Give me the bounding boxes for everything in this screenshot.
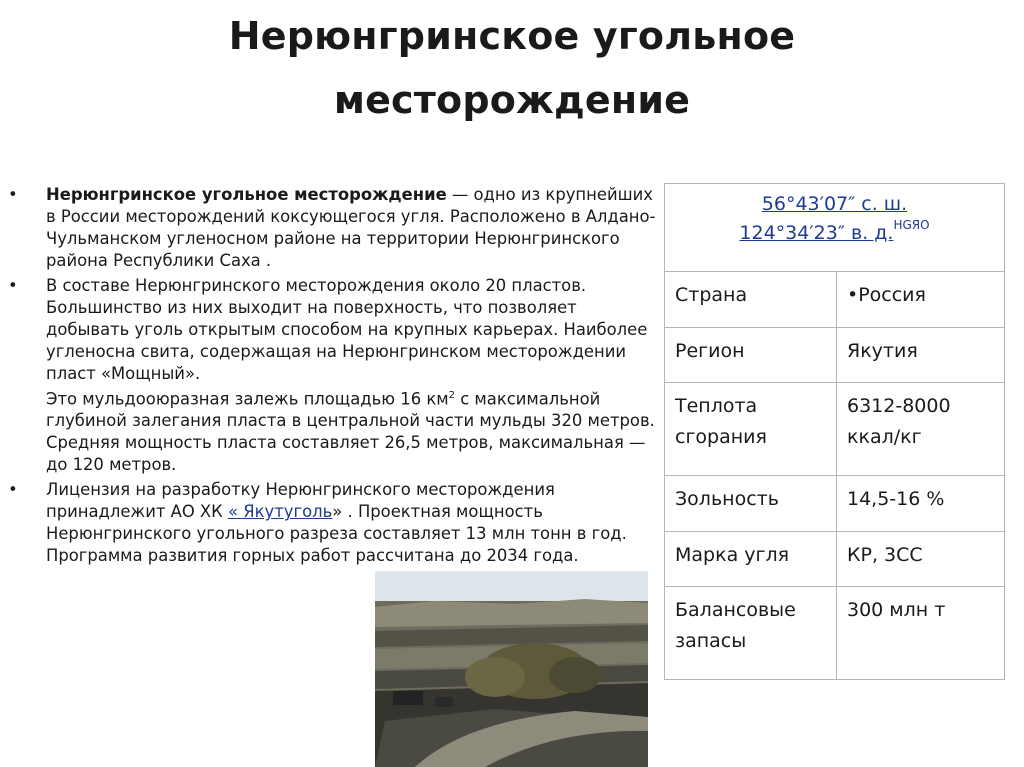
bullet-2-text-a: В составе Нерюнгринского месторождения около 20 пластов. Большинство из них выходит на поверхность, что позволяет добывать уголь открытым способом на крупных карьерах. Наиболее угленосна свита, содержащая на Нерюнгринском месторождении пласт «Мощный». — [46, 276, 648, 383]
coords-link-lon[interactable]: 124°34′23″ в. д. — [739, 222, 894, 244]
row-value: 300 млн т — [837, 587, 1005, 680]
table-row — [665, 587, 1005, 680]
row-key: Зольность — [665, 476, 837, 532]
info-table — [664, 183, 1005, 680]
coords-link-lat[interactable]: 56°43′07″ с. ш. — [761, 193, 908, 215]
bullet-1 — [8, 184, 658, 272]
body-text — [8, 184, 658, 570]
mine-photo-image — [375, 571, 648, 767]
bullet-2 — [8, 275, 658, 476]
superscript-2: 2 — [448, 390, 455, 401]
table-row — [665, 272, 1005, 328]
row-value: 14,5-16 % — [837, 476, 1005, 532]
row-key: Регион — [665, 327, 837, 383]
bullet-marker: • — [8, 185, 18, 204]
bullet-3 — [8, 479, 658, 567]
bullet-3-text-b: » . Проектная мощность Нерюнгринского угольного разреза составляет 13 млн тонн в год. Программа развития горных работ рассчитана до 2034 года. — [46, 502, 627, 566]
coords-row — [665, 184, 1005, 272]
row-value: 6312-8000 ккал/кг — [837, 383, 1005, 476]
row-key: Теплота сгорания — [665, 383, 837, 476]
row-value: КР, 3СС — [837, 531, 1005, 587]
yakutugol-link[interactable]: « Якутуголь — [228, 502, 333, 522]
coords-tag: HGЯO — [893, 218, 930, 232]
row-value: •Россия — [837, 272, 1005, 328]
table-row — [665, 383, 1005, 476]
coords-cell — [665, 184, 1005, 272]
table-row — [665, 327, 1005, 383]
table-row — [665, 476, 1005, 532]
page-title — [0, 4, 1024, 132]
bullet-2-text-c: с максимальной глубиной залегания пласта в центральной части мульды 320 метров. Средняя мощность пласта составляет 26,5 метров, максимальная — до 120 метров. — [46, 389, 655, 475]
bullet-2-text-b: Это мульдооюразная залежь площадью 16 км — [46, 389, 449, 409]
title-line-2: месторождение — [333, 78, 691, 122]
row-value: Якутия — [837, 327, 1005, 383]
row-key: Балансовые запасы — [665, 587, 837, 680]
row-key: Страна — [665, 272, 837, 328]
row-key: Марка угля — [665, 531, 837, 587]
bullet-1-text: — одно из крупнейших в России месторождений коксующегося угля. Расположено в Алдано-Чульманском угленосном районе на территории Нерюнгринского района Республики Саха . — [46, 185, 656, 270]
bullet-3-text-a: Лицензия на разработку Нерюнгринского месторождения принадлежит АО ХК — [46, 480, 555, 522]
title-line-1: Нерюнгринское угольное — [228, 14, 796, 58]
bold-term: Нерюнгринское угольное месторождение — [46, 185, 447, 204]
bullet-marker: • — [8, 480, 18, 500]
table-row — [665, 531, 1005, 587]
mine-photo — [375, 571, 648, 767]
bullet-marker: • — [8, 276, 18, 295]
